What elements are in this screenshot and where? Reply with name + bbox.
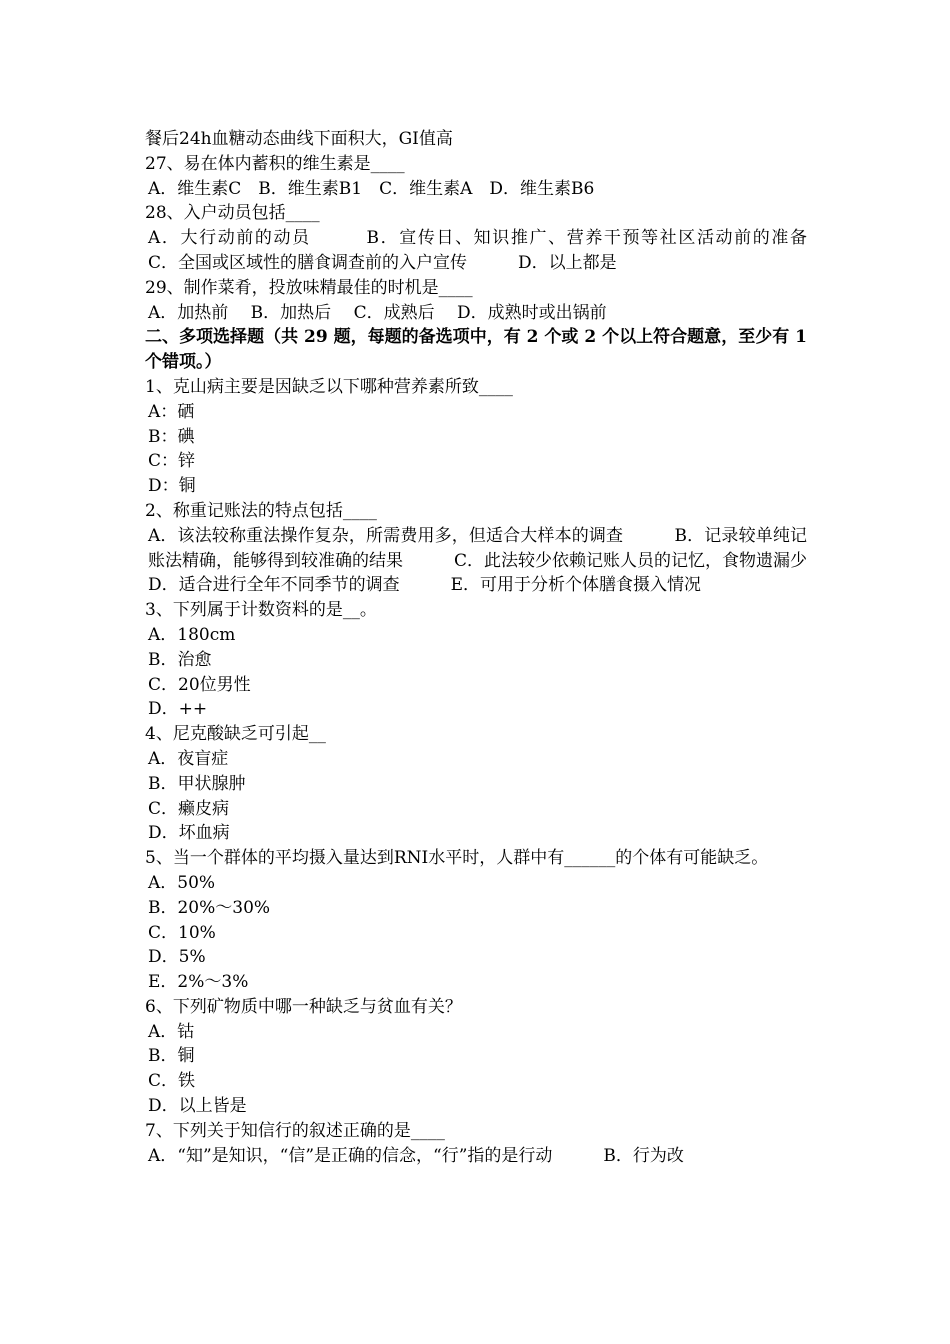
- answer-option: B．甲状腺肿: [148, 773, 246, 794]
- answer-option: D．以上皆是: [148, 1096, 247, 1117]
- answer-option: A：硒: [148, 401, 195, 422]
- question-text: 5、当一个群体的平均摄入量达到RNI水平时，人群中有______的个体有可能缺乏。: [145, 848, 769, 869]
- document-page: [145, 127, 859, 1168]
- question-text: 28、入户动员包括____: [145, 203, 320, 224]
- answer-option: B．治愈: [148, 649, 212, 670]
- answer-option: D．坏血病: [148, 823, 230, 844]
- answer-options: A．该法较称重法操作复杂，所需费用多，但适合大样本的调查 B．记录较单纯记账法精确，能够得到较准确的结果 C．此法较少依赖记账人员的记忆，食物遗漏少 D．适合进行全年不同季节的调查 E．可用于分析个体膳食摄入情况: [148, 525, 859, 596]
- answer-options: A．大行动前的动员 B．宣传日、知识推广、营养干预等社区活动前的准备 C．全国或区域性的膳食调查前的入户宣传 D．以上都是: [148, 228, 858, 273]
- answer-option: B．铜: [148, 1046, 195, 1067]
- section-heading: 二、多项选择题（共 29 题，每题的备选项中，有 2 个或 2 个以上符合题意，至少有 1 个错项。）: [145, 327, 807, 373]
- answer-option: C：锌: [148, 451, 196, 472]
- text-line: 餐后24h血糖动态曲线下面积大，GI值高: [145, 129, 453, 149]
- answer-options: A．“知”是知识，“信”是正确的信念，“行”指的是行动 B．行为改: [148, 1145, 684, 1166]
- answer-option: A．钴: [148, 1021, 195, 1042]
- question-text: 3、下列属于计数资料的是__。: [145, 600, 377, 621]
- question-text: 27、易在体内蓄积的维生素是____: [145, 153, 405, 174]
- answer-option: D．5%: [148, 947, 206, 968]
- answer-option: B．20%～30%: [148, 897, 271, 918]
- answer-option: C．癞皮病: [148, 798, 230, 819]
- question-text: 4、尼克酸缺乏可引起__: [145, 724, 326, 745]
- answer-options: A．加热前 B．加热后 C．成熟后 D．成熟时或出锅前: [148, 302, 607, 323]
- answer-option: D：铜: [148, 476, 196, 497]
- answer-option: C．20位男性: [148, 674, 251, 695]
- answer-option: B：碘: [148, 426, 195, 447]
- answer-option: A．夜盲症: [148, 748, 229, 769]
- answer-option: A．180cm: [148, 624, 236, 645]
- question-text: 6、下列矿物质中哪一种缺乏与贫血有关？: [145, 996, 462, 1017]
- answer-option: D．++: [148, 699, 208, 720]
- question-text: 29、制作菜肴，投放味精最佳的时机是____: [145, 277, 473, 298]
- answer-options: A．维生素C B．维生素B1 C．维生素A D．维生素B6: [148, 178, 595, 199]
- answer-option: E．2%～3%: [148, 972, 249, 993]
- question-text: 1、克山病主要是因缺乏以下哪种营养素所致____: [145, 376, 513, 397]
- answer-option: A．50%: [148, 872, 216, 893]
- question-text: 2、称重记账法的特点包括____: [145, 500, 377, 521]
- answer-option: C．铁: [148, 1071, 196, 1092]
- answer-option: C．10%: [148, 922, 216, 943]
- question-text: 7、下列关于知信行的叙述正确的是____: [145, 1120, 445, 1141]
